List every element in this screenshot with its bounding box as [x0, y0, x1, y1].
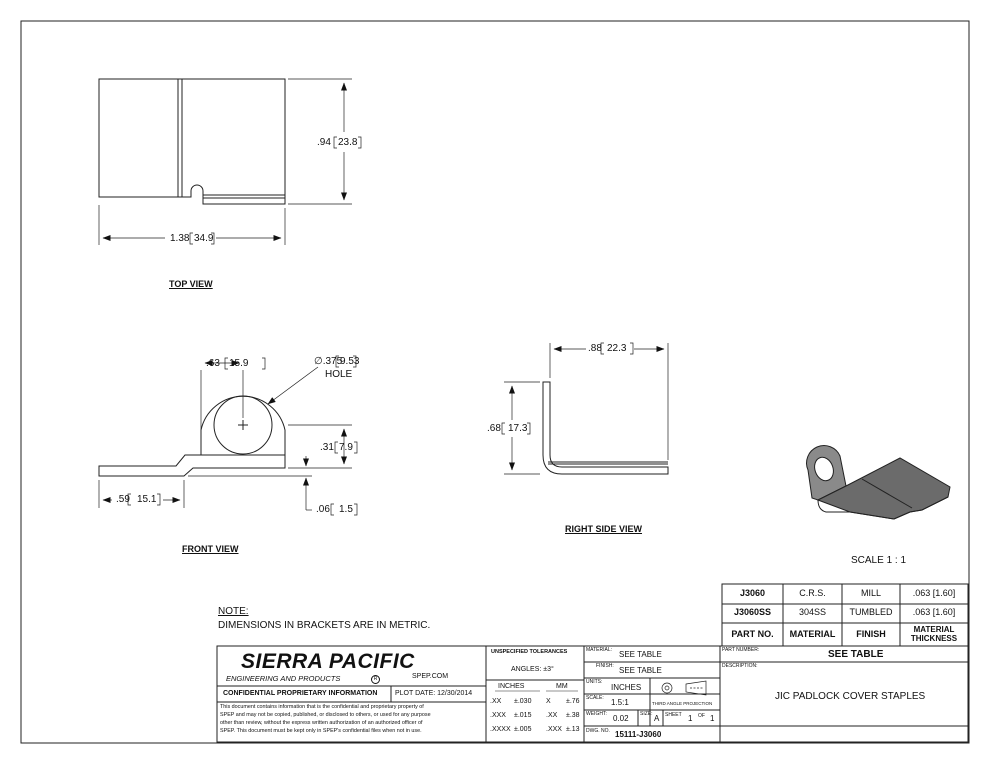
part-header-thickness-1: MATERIAL	[913, 625, 955, 634]
top-view-dimensions	[99, 79, 361, 245]
tol-mm-2-val: ±.38	[566, 712, 580, 719]
confidential-title: CONFIDENTIAL PROPRIETARY INFORMATION	[223, 690, 378, 697]
dim-front-thickness-mm: 1.5	[339, 504, 353, 515]
part-header-finish: FINISH	[856, 629, 886, 639]
of-label: OF	[698, 713, 705, 719]
company-logo: SIERRA PACIFIC	[241, 650, 415, 673]
scale-value: 1.5:1	[611, 698, 629, 707]
tolerances-angles: ANGLES: ±3°	[511, 666, 554, 673]
finish-label: FINISH:	[596, 663, 614, 669]
side-view-geometry	[543, 382, 668, 474]
part-header-partno: PART NO.	[731, 629, 774, 639]
dim-front-height-mm: 7.9	[339, 442, 353, 453]
units-label: UNITS:	[586, 679, 603, 685]
iso-scale-label: SCALE 1 : 1	[851, 555, 907, 566]
legal-line-4: SPEP. This document must be kept only in SPEP's confidential files when not in use.	[220, 728, 422, 734]
dim-hole-offset: .63	[206, 358, 220, 369]
tol-inch-1-val: ±.030	[514, 698, 532, 705]
part-row1-partno: J3060	[739, 588, 766, 598]
top-view-label: TOP VIEW	[169, 279, 213, 289]
part-row2-partno: J3060SS	[733, 607, 772, 617]
tolerances-title: UNSPECIFIED TOLERANCES	[491, 649, 568, 655]
dim-hole-dia: ∅.375	[314, 356, 343, 367]
legal-line-2: SPEP and may not be copied, published, or disclosed to others, or used for any purpose	[220, 712, 431, 718]
part-number-value: SEE TABLE	[828, 649, 884, 660]
dwg-value: 15111-J3060	[615, 730, 662, 739]
part-row2-thickness: .063 [1.60]	[912, 607, 956, 617]
dim-hole-offset-mm: 15.9	[229, 358, 249, 369]
material-value: SEE TABLE	[619, 650, 662, 659]
dim-side-width: .88	[588, 343, 602, 354]
company-website[interactable]: SPEP.COM	[412, 673, 449, 680]
finish-value: SEE TABLE	[619, 666, 662, 675]
dim-front-tab-mm: 15.1	[137, 494, 157, 505]
units-value: INCHES	[611, 683, 642, 692]
side-view-dimensions	[502, 343, 668, 474]
size-label: SIZE:	[640, 711, 653, 717]
dwg-label: DWG. NO.	[586, 728, 610, 734]
material-label: MATERIAL:	[586, 647, 613, 653]
part-row1-material: C.R.S.	[799, 588, 826, 598]
projection-label: THIRD ANGLE PROJECTION	[652, 701, 713, 706]
tol-mm-1-key: X	[546, 698, 551, 705]
sheet-label: SHEET	[665, 712, 682, 718]
isometric-view	[807, 446, 950, 519]
tolerances-mm-header: MM	[556, 683, 568, 690]
tol-inch-3-val: ±.005	[514, 726, 532, 733]
part-row1-finish: MILL	[860, 588, 881, 598]
part-header-thickness-2: THICKNESS	[910, 634, 958, 643]
dim-front-tab: .59	[116, 494, 130, 505]
legal-line-1: This document contains information that is the confidential and proprietary property of	[220, 704, 424, 710]
tol-mm-3-val: ±.13	[566, 726, 580, 733]
scale-label: SCALE:	[586, 695, 604, 701]
dim-side-height: .68	[487, 423, 501, 434]
top-view-geometry	[99, 79, 285, 204]
part-row1-thickness: .063 [1.60]	[912, 588, 956, 598]
note-text: DIMENSIONS IN BRACKETS ARE IN METRIC.	[218, 620, 431, 631]
tolerances-inches-header: INCHES	[498, 683, 525, 690]
weight-value: 0.02	[613, 714, 629, 723]
company-subtitle: ENGINEERING AND PRODUCTS	[226, 674, 341, 683]
tol-inch-3-key: .XXXX	[490, 726, 511, 733]
part-row2-material: 304SS	[798, 607, 827, 617]
part-number-label: PART NUMBER:	[722, 647, 760, 653]
third-angle-projection-icon	[662, 681, 706, 695]
tol-mm-3-key: .XXX	[546, 726, 562, 733]
hole-label: HOLE	[325, 369, 353, 380]
of-value: 1	[710, 714, 715, 723]
note-title: NOTE:	[218, 606, 249, 617]
part-row2-finish: TUMBLED	[849, 607, 893, 617]
legal-line-3: other than review, without the express written authorization of an authorized officer of	[220, 720, 423, 726]
front-view-label: FRONT VIEW	[182, 544, 239, 554]
dim-side-height-mm: 17.3	[508, 423, 528, 434]
dim-top-height: .94	[317, 137, 331, 148]
tol-mm-2-key: .XX	[546, 712, 558, 719]
right-side-view-label: RIGHT SIDE VIEW	[565, 524, 643, 534]
dim-side-width-mm: 22.3	[607, 343, 627, 354]
dim-top-width-mm: 34.9	[194, 233, 214, 244]
dim-front-height: .31	[320, 442, 334, 453]
tol-inch-2-key: .XXX	[490, 712, 506, 719]
tol-mm-1-val: ±.76	[566, 698, 580, 705]
description-label: DESCRIPTION:	[722, 663, 758, 669]
tol-inch-1-key: .XX	[490, 698, 502, 705]
registered-icon: R	[371, 675, 380, 684]
tol-inch-2-val: ±.015	[514, 712, 532, 719]
front-view-dimensions	[99, 356, 360, 515]
size-value: A	[654, 714, 660, 723]
dim-front-thickness: .06	[316, 504, 330, 515]
plot-date: PLOT DATE: 12/30/2014	[395, 690, 473, 697]
sheet-value: 1	[688, 714, 693, 723]
part-header-material: MATERIAL	[789, 629, 836, 639]
dim-top-width: 1.38	[170, 233, 190, 244]
description-value: JIC PADLOCK COVER STAPLES	[775, 691, 926, 702]
front-view-geometry	[99, 396, 285, 476]
dim-hole-dia-mm: 9.53	[340, 356, 360, 367]
dim-top-height-mm: 23.8	[338, 137, 358, 148]
weight-label: WEIGHT:	[586, 711, 607, 717]
